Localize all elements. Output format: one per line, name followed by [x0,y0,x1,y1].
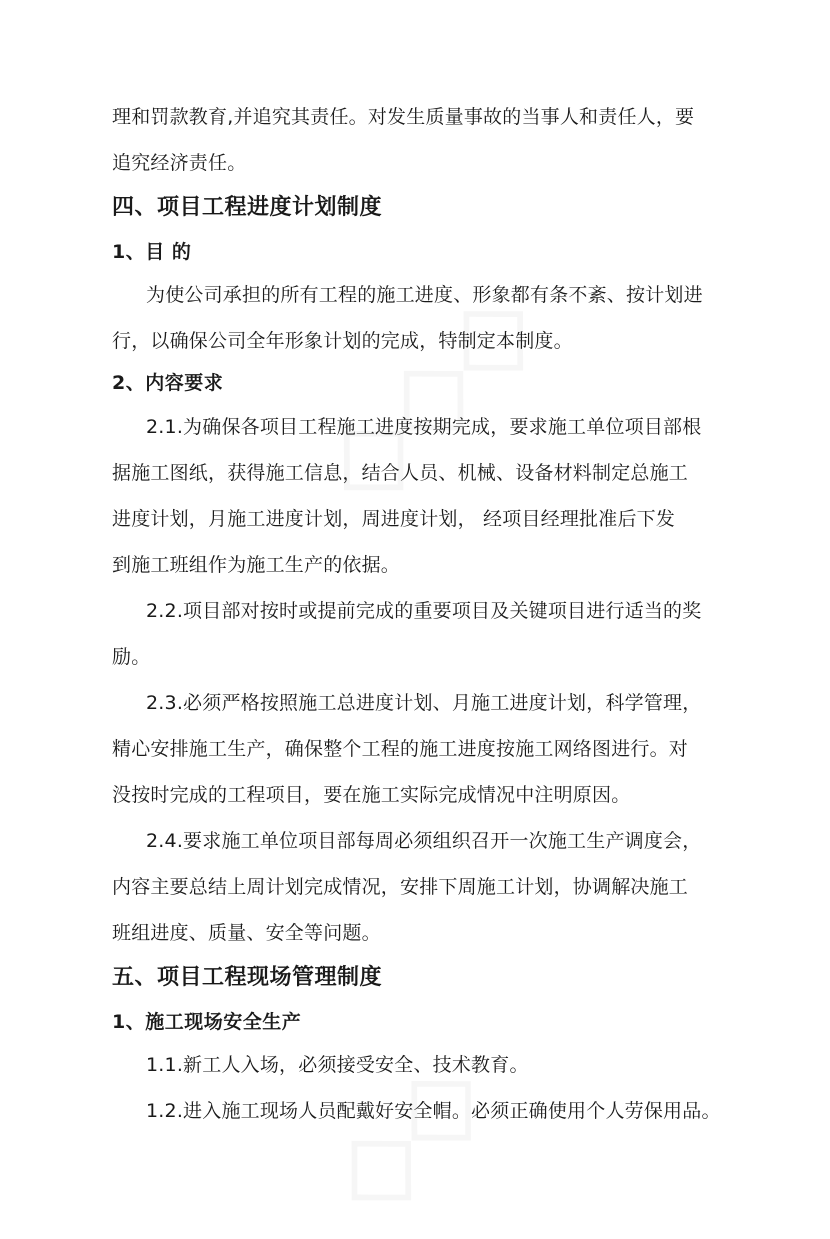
subsection-heading: 1、施工现场安全生产 [112,1011,302,1033]
paragraph-line: 追究经济责任。 [112,152,247,174]
paragraph-line: 2.2.项目部对按时或提前完成的重要项目及关键项目进行适当的奖 [146,600,702,622]
paragraph-line: 内容主要总结上周计划完成情况，安排下周施工计划，协调解决施工 [112,876,689,898]
paragraph-line: 据施工图纸，获得施工信息，结合人员、机械、设备材料制定总施工 [112,462,689,484]
paragraph-line: 没按时完成的工程项目，要在施工实际完成情况中注明原因。 [112,784,631,806]
paragraph-line: 为使公司承担的所有工程的施工进度、形象都有条不紊、按计划进 [146,284,703,306]
subsection-heading: 1、目 的 [112,241,192,263]
paragraph-line: 2.3.必须严格按照施工总进度计划、月施工进度计划，科学管理， [146,692,702,714]
paragraph-line: 进度计划，月施工进度计划，周进度计划， 经项目经理批准后下发 [112,508,676,530]
paragraph-line: 到施工班组作为施工生产的依据。 [112,554,401,576]
paragraph-line: 行，以确保公司全年形象计划的完成，特制定本制度。 [112,330,573,352]
section-heading: 五、项目工程现场管理制度 [112,965,383,990]
paragraph-line: 2.1.为确保各项目工程施工进度按期完成，要求施工单位项目部根 [146,416,702,438]
paragraph-line: 班组进度、质量、安全等问题。 [112,922,381,944]
paragraph-line: 精心安排施工生产，确保整个工程的施工进度按施工网络图进行。对 [112,738,689,760]
paragraph-line: 1.1.新工人入场，必须接受安全、技术教育。 [146,1054,529,1076]
section-heading: 四、项目工程进度计划制度 [112,195,383,220]
paragraph-line: 励。 [112,646,151,668]
paragraph-line: 1.2.进入施工现场人员配戴好安全帽。必须正确使用个人劳保用品。 [146,1100,721,1122]
paragraph-line: 2.4.要求施工单位项目部每周必须组织召开一次施工生产调度会， [146,830,702,852]
paragraph-line: 理和罚款教育,并追究其责任。对发生质量事故的当事人和责任人，要 [112,106,695,128]
subsection-heading: 2、内容要求 [112,372,224,394]
